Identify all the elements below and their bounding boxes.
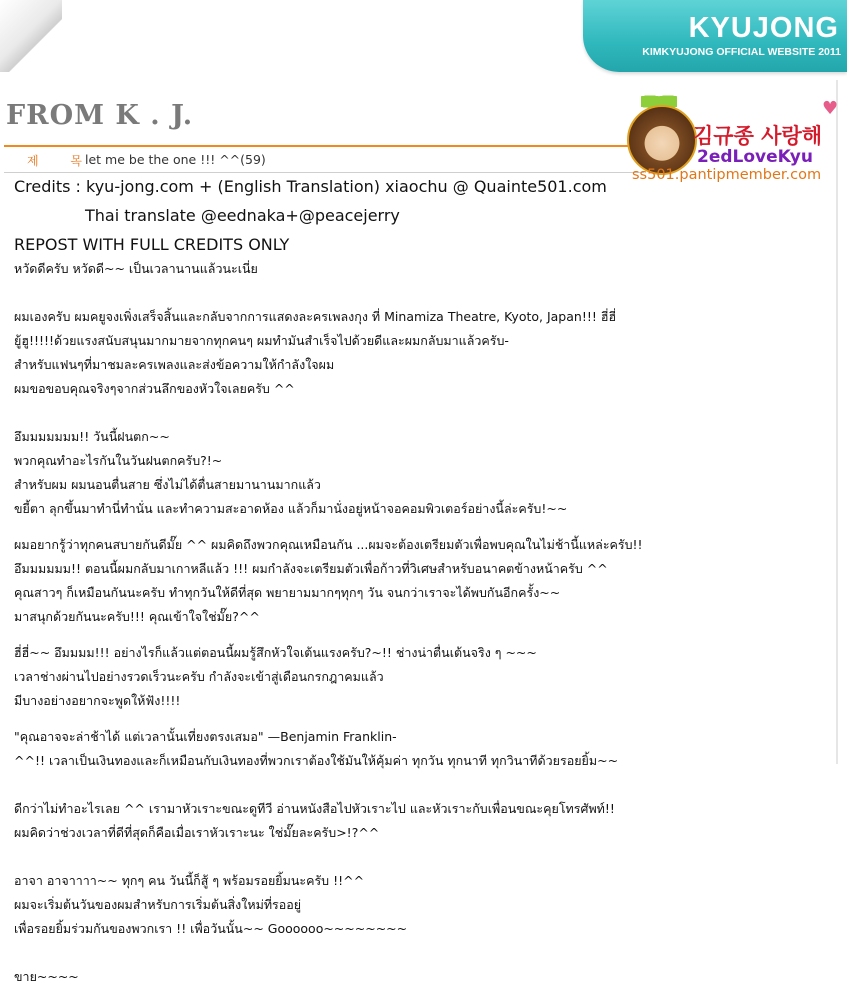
post-line: ดีกว่าไม่ทำอะไรเลย ^^ เรามาหัวเราะขณะดูทีวี อ่านหนังสือไปหัวเราะไป และหัวเราะกับเพื่อนขณะคุยโทรศัพท์!!: [14, 801, 615, 816]
post-line: พวกคุณทำอะไรกันในวันฝนตกครับ?!~: [14, 453, 223, 468]
post-line: ^^!! เวลาเป็นเงินทองและก็เหมือนกับเงินทองที่พวกเราต้องใช้มันให้คุ้มค่า ทุกวัน ทุกนาที ทุกวินาทีด้วยรอยยิ้ม~~: [14, 753, 619, 768]
post-line: เวลาช่างผ่านไปอย่างรวดเร็วนะครับ กำลังจะเข้าสู่เดือนกรกฎาคมแล้ว: [14, 669, 384, 684]
thai-translate-line: Thai translate @eednaka+@peacejerry: [85, 206, 400, 225]
post-line: อึมมมมมม!! ตอนนี้ผมกลับมาเกาหลีแล้ว !!! ผมกำลังจะเตรียมตัวเพื่อก้าวที่วิเศษสำหรับอนาคตข้างหน้าครับ ^^: [14, 561, 608, 576]
post-line: ผมขอขอบคุณจริงๆจากส่วนลึกของหัวใจเลยครับ ^^: [14, 381, 295, 396]
site-subtitle: KIMKYUJONG OFFICIAL WEBSITE 2011: [642, 46, 841, 58]
subject-label: 제 목: [27, 154, 96, 168]
board-title: FROM K . J.: [6, 100, 194, 131]
post-line: คุณสาวๆ ก็เหมือนกันนะครับ ทำทุกวันให้ดีที่สุด พยายามมากๆทุกๆ วัน จนกว่าเราจะได้พบกันอีกครั้ง~~: [14, 585, 561, 600]
site-brand: KYUJONG: [688, 12, 839, 44]
post-line: ขาย~~~~: [14, 969, 79, 984]
signature-nick: 2edLoveKyu: [697, 147, 813, 167]
repost-notice: REPOST WITH FULL CREDITS ONLY: [14, 235, 290, 254]
post-line: สำหรับแฟนๆที่มาชมละครเพลงและส่งข้อความให้กำลังใจผม: [14, 357, 335, 372]
post-subject: let me be the one !!! ^^(59): [85, 152, 266, 167]
post-line: มีบางอย่างอยากจะพูดให้ฟัง!!!!: [14, 693, 181, 708]
post-line: ผมอยากรู้ว่าทุกคนสบายกันดีมั๊ย ^^ ผมคิดถึงพวกคุณเหมือนกัน ...ผมจะต้องเตรียมตัวเพื่อพบคุณในไม่ช้านี้แหล่ะครับ!!: [14, 537, 643, 552]
post-line: ขยี้ตา ลุกขึ้นมาทำนี่ทำนั่น และทำความสะอาดห้อง แล้วก็มานั่งอยู่หน้าจอคอมพิวเตอร์อย่างนี้ล่ะครับ!~~: [14, 501, 568, 516]
post-line: หวัดดีครับ หวัดดี~~ เป็นเวลานานแล้วนะเนี่ย: [14, 261, 258, 276]
post-line: สำหรับผม ผมนอนตื่นสาย ซึ่งไม่ได้ตื่นสายมานานมากแล้ว: [14, 477, 321, 492]
post-line: อึมมมมมมม!! วันนี้ฝนตก~~: [14, 429, 170, 444]
post-line: ฮี่ฮี่~~ อึมมมม!!! อย่างไรก็แล้วแต่ตอนนี้ผมรู้สึกหัวใจเต้นแรงครับ?~!! ช่างน่าตื่นเต้นจริง ๆ ~~~: [14, 645, 537, 660]
credits-line: Credits : kyu-jong.com + (English Translation) xiaochu @ Quainte501.com: [14, 177, 607, 196]
post-line: มาสนุกด้วยกันนะครับ!!! คุณเข้าใจใช่มั๊ย?^^: [14, 609, 260, 624]
post-line: ผมคิดว่าช่วงเวลาที่ดีที่สุดก็คือเมื่อเราหัวเราะนะ ใช่มั๊ยละครับ>!?^^: [14, 825, 380, 840]
post-line: ผมเองครับ ผมคยูจงเพิ่งเสร็จสิ้นและกลับจากการแสดงละครเพลงกุง ที่ Minamiza Theatre, Kyoto, Japan!!! ฮี่ฮี่: [14, 309, 617, 324]
post-line: ผมจะเริ่มต้นวันของผมสำหรับการเริ่มต้นสิ่งใหม่ที่รออยู่: [14, 897, 302, 912]
post-line: "คุณอาจจะล่าช้าได้ แต่เวลานั้นเที่ยงตรงเสมอ" —Benjamin Franklin-: [14, 729, 397, 744]
signature-url: ss501.pantipmember.com: [632, 167, 822, 183]
signature-korean: 김규종 사랑해: [693, 124, 823, 148]
post-line: อาจา อาจาาาา~~ ทุกๆ คน วันนี้ก็สู้ ๆ พร้อมรอยยิ้มนะครับ !!^^: [14, 873, 365, 888]
post-line: ยู้ฮู!!!!!ด้วยแรงสนับสนุนมากมายจากทุกคนๆ ผมทำมันสำเร็จไปด้วยดีและผมกลับมาแล้วครับ-: [14, 333, 509, 348]
heart-icon: ♥: [822, 98, 839, 119]
post-line: เพื่อรอยยิ้มร่วมกันของพวกเรา !! เพื่อวันนั้น~~ Goooooo~~~~~~~~: [14, 921, 408, 936]
